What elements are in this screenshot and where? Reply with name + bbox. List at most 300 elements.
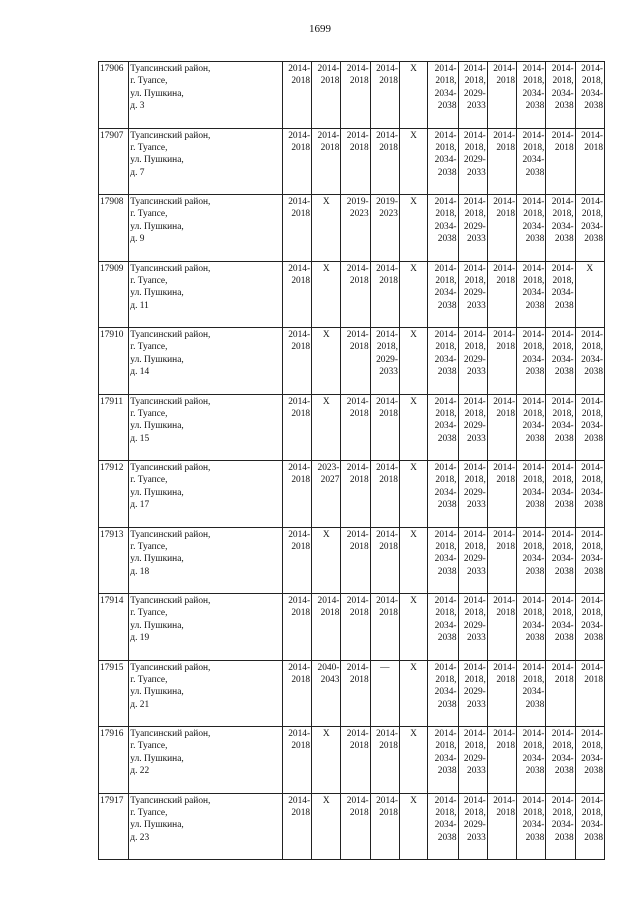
address-line: Туапсинский район, (130, 396, 211, 407)
table-row (99, 527, 605, 594)
period-line: 2014- (346, 396, 369, 407)
period-cell-col-12 (546, 527, 575, 594)
period-line: 2014- (317, 130, 340, 141)
period-line: X (410, 596, 417, 606)
address-line: Туапсинский район, (130, 463, 211, 473)
period-cell-col-9 (458, 328, 487, 395)
table-row (99, 261, 605, 328)
period-line: 2014- (551, 330, 574, 340)
period-line: 2034- (581, 221, 603, 232)
period-cell-col-5 (341, 727, 370, 794)
period-line: 2014- (346, 529, 369, 540)
period-line: 2018, (523, 674, 545, 685)
period-line: 2014- (581, 463, 603, 473)
period-cell-col-10 (487, 62, 516, 129)
period-line: 2014- (463, 197, 486, 207)
address-line: д. 15 (130, 433, 150, 444)
period-cell-col-7 (399, 328, 427, 395)
period-cell-col-7 (399, 261, 427, 328)
period-line: 2018 (496, 408, 516, 419)
period-cell-col-4 (312, 394, 341, 461)
period-cell-col-11 (517, 261, 546, 328)
period-cell-col-12 (546, 195, 575, 262)
address-line: ул. Пушкина, (130, 820, 184, 831)
table-row (99, 793, 605, 860)
period-line: 2038 (437, 300, 457, 311)
address-line: д. 17 (130, 500, 150, 511)
address-line: Туапсинский район, (130, 64, 211, 74)
period-line: 2034- (581, 753, 603, 764)
period-line: 2014- (581, 729, 603, 739)
housing-repair-schedule-table (98, 61, 605, 860)
period-line: 2014- (463, 729, 486, 739)
period-line: 2018, (464, 674, 486, 685)
period-line: 2018, (464, 142, 486, 153)
period-line: 2014- (551, 197, 574, 207)
period-line: 2014- (376, 396, 398, 407)
period-line: 2033 (467, 101, 486, 112)
period-cell-col-12 (546, 261, 575, 328)
period-line: X (410, 795, 417, 806)
period-line: 2040- (317, 662, 340, 673)
period-cell-col-5 (341, 793, 370, 860)
table-row (99, 660, 605, 727)
row-number-cell: 17909 (99, 261, 129, 328)
period-line: 2014- (522, 795, 545, 806)
period-line: 2014- (463, 529, 486, 540)
page-number: 1699 (309, 23, 331, 35)
period-line: 2038 (525, 234, 545, 245)
address-line: Туапсинский район, (130, 263, 211, 274)
period-line: 2038 (437, 167, 457, 178)
address-cell (129, 527, 283, 594)
period-line: 2027 (320, 475, 340, 486)
address-line: Туапсинский район, (130, 795, 211, 806)
period-line: 2038 (584, 367, 603, 378)
row-number-cell: 17914 (99, 594, 129, 661)
period-cell-col-7 (399, 793, 427, 860)
period-line: 2018 (496, 76, 516, 87)
period-line: 2014- (434, 463, 457, 473)
period-cell-col-4 (312, 727, 341, 794)
period-line: 2038 (437, 832, 457, 843)
period-line: 2038 (554, 101, 574, 112)
period-line: 2014- (493, 596, 516, 606)
period-line: 2014- (434, 263, 457, 274)
period-line: 2014- (493, 263, 516, 274)
address-line: Туапсинский район, (130, 197, 211, 207)
address-cell (129, 727, 283, 794)
period-line: 2033 (467, 167, 486, 178)
period-line: 2034- (551, 487, 574, 498)
period-line: 2018, (552, 275, 574, 286)
period-line: 2018 (291, 76, 311, 87)
period-line: 2018 (291, 275, 311, 286)
period-line: 2034- (434, 487, 457, 498)
period-cell-col-7 (399, 128, 427, 195)
period-cell-col-3 (282, 660, 311, 727)
period-cell-col-13 (575, 394, 604, 461)
period-line: 2014- (581, 596, 603, 606)
period-line: 2014- (463, 396, 486, 407)
period-line: 2023- (317, 463, 340, 473)
period-cell-col-11 (517, 527, 546, 594)
table-row (99, 328, 605, 395)
period-line: 2034- (551, 620, 574, 631)
period-line: 2029- (463, 221, 486, 232)
period-cell-col-4 (312, 128, 341, 195)
period-cell-col-4 (312, 527, 341, 594)
period-cell-col-5 (341, 128, 370, 195)
period-cell-col-11 (517, 328, 546, 395)
period-line: 2038 (525, 167, 545, 178)
period-cell-col-12 (546, 793, 575, 860)
period-line: 2018 (496, 674, 516, 685)
period-cell-col-10 (487, 128, 516, 195)
period-line: 2038 (554, 367, 574, 378)
period-cell-col-12 (546, 594, 575, 661)
period-line: 2014- (288, 596, 311, 606)
period-line: 2018 (379, 408, 398, 419)
period-line: 2034- (522, 820, 545, 831)
period-line: 2018, (581, 741, 603, 752)
period-line: 2018, (581, 76, 603, 87)
period-line: 2034- (522, 88, 545, 99)
period-line: 2043 (320, 674, 340, 685)
period-line: 2033 (467, 566, 486, 577)
period-line: 2018, (552, 408, 574, 419)
row-number-cell: 17915 (99, 660, 129, 727)
period-line: 2018 (291, 807, 311, 818)
period-line: 2033 (467, 500, 486, 511)
row-number-cell: 17917 (99, 793, 129, 860)
address-cell (129, 793, 283, 860)
address-line: г. Туапсе, (130, 275, 168, 286)
period-line: 2018, (523, 142, 545, 153)
address-line: г. Туапсе, (130, 807, 168, 818)
address-line: д. 19 (130, 633, 150, 644)
period-line: 2018 (496, 209, 516, 220)
period-line: 2033 (467, 633, 486, 644)
period-cell-col-3 (282, 394, 311, 461)
period-line: 2034- (551, 88, 574, 99)
period-line: 2014- (463, 330, 486, 340)
period-line: X (410, 64, 417, 74)
period-cell-col-9 (458, 594, 487, 661)
period-cell-col-6 (370, 394, 399, 461)
period-cell-col-4 (312, 793, 341, 860)
period-line: 2014- (581, 396, 603, 407)
period-cell-col-6 (370, 195, 399, 262)
period-line: 2034- (434, 753, 457, 764)
period-line: 2018, (552, 76, 574, 87)
period-line: 2018, (581, 608, 603, 619)
period-line: 2029- (463, 155, 486, 166)
period-line: 2038 (525, 300, 545, 311)
period-cell-col-8 (428, 195, 458, 262)
period-line: 2018, (552, 342, 574, 353)
period-cell-col-10 (487, 261, 516, 328)
address-line: ул. Пушкина, (130, 221, 184, 232)
table-row (99, 128, 605, 195)
period-line: 2038 (525, 433, 545, 444)
period-cell-col-4 (312, 461, 341, 528)
period-line: 2018, (523, 807, 545, 818)
period-cell-col-7 (399, 62, 427, 129)
address-line: ул. Пушкина, (130, 687, 184, 698)
period-line: 2038 (525, 699, 545, 710)
period-line: 2018, (523, 475, 545, 486)
period-line: 2038 (554, 433, 574, 444)
address-line: г. Туапсе, (130, 541, 168, 552)
period-cell-col-13 (575, 793, 604, 860)
period-line: 2029- (463, 354, 486, 365)
period-line: 2018, (464, 807, 486, 818)
period-cell-col-4 (312, 195, 341, 262)
period-line: 2018 (349, 741, 369, 752)
period-cell-col-6 (370, 594, 399, 661)
period-line: 2038 (525, 500, 545, 511)
period-line: 2018 (349, 475, 369, 486)
period-line: X (410, 263, 417, 274)
period-line: 2018 (379, 275, 398, 286)
period-cell-col-13 (575, 328, 604, 395)
period-cell-col-9 (458, 527, 487, 594)
period-line: 2018 (320, 76, 340, 87)
period-line: 2014- (581, 795, 603, 806)
period-line: 2034- (581, 354, 603, 365)
period-line: X (322, 330, 330, 340)
period-line: 2018 (291, 142, 311, 153)
period-cell-col-9 (458, 394, 487, 461)
period-line: 2034- (522, 155, 545, 166)
period-line: 2014- (376, 529, 398, 540)
address-line: ул. Пушкина, (130, 421, 184, 432)
period-line: 2038 (437, 433, 457, 444)
period-line: 2014- (581, 330, 603, 340)
period-line: 2018, (464, 475, 486, 486)
period-line: 2018, (523, 608, 545, 619)
period-line: 2018 (291, 541, 311, 552)
period-line: 2018, (435, 807, 457, 818)
period-cell-col-8 (428, 394, 458, 461)
period-cell-col-3 (282, 128, 311, 195)
period-line: 2014- (493, 795, 516, 806)
period-line: 2038 (584, 566, 603, 577)
period-cell-col-12 (546, 328, 575, 395)
period-cell-col-7 (399, 394, 427, 461)
period-line: 2014- (288, 396, 311, 407)
period-line: 2018 (349, 76, 369, 87)
period-line: 2034- (434, 554, 457, 565)
period-line: 2018 (349, 275, 369, 286)
period-cell-col-4 (312, 261, 341, 328)
period-line: X (410, 662, 417, 673)
period-line: 2018, (523, 76, 545, 87)
period-line: 2014- (434, 130, 457, 141)
period-line: 2033 (467, 766, 486, 777)
row-number-cell: 17907 (99, 128, 129, 195)
period-line: 2034- (522, 288, 545, 299)
period-line: 2034- (434, 620, 457, 631)
period-line: 2014- (288, 64, 311, 74)
period-line: 2018, (581, 541, 603, 552)
period-cell-col-3 (282, 195, 311, 262)
period-cell-col-3 (282, 62, 311, 129)
period-cell-col-13 (575, 62, 604, 129)
period-cell-col-13 (575, 195, 604, 262)
period-cell-col-5 (341, 660, 370, 727)
period-line: 2034- (522, 221, 545, 232)
period-line: 2018, (464, 209, 486, 220)
period-line: 2038 (525, 566, 545, 577)
period-line: 2018 (496, 741, 516, 752)
period-cell-col-7 (399, 195, 427, 262)
period-line: 2038 (525, 832, 545, 843)
period-line: 2038 (584, 500, 603, 511)
period-line: 2033 (467, 300, 486, 311)
period-line: 2018 (349, 142, 369, 153)
period-line: 2018, (435, 475, 457, 486)
period-line: 2029- (463, 88, 486, 99)
period-cell-col-4 (312, 62, 341, 129)
period-line: 2014- (288, 729, 311, 739)
period-line: 2038 (437, 766, 457, 777)
period-cell-col-9 (458, 261, 487, 328)
period-cell-col-11 (517, 62, 546, 129)
period-line: 2018 (496, 541, 516, 552)
address-cell (129, 660, 283, 727)
period-line: 2018 (496, 142, 516, 153)
period-cell-col-8 (428, 727, 458, 794)
period-line: 2034- (551, 288, 574, 299)
period-line: 2014- (522, 596, 545, 606)
period-line: 2038 (584, 433, 603, 444)
period-line: 2018, (552, 807, 574, 818)
period-line: 2034- (522, 753, 545, 764)
period-line: 2038 (437, 101, 457, 112)
period-line: 2018, (552, 541, 574, 552)
period-cell-col-6 (370, 793, 399, 860)
address-line: Туапсинский район, (130, 729, 211, 739)
period-line: 2014- (376, 729, 398, 739)
address-cell (129, 594, 283, 661)
period-line: 2014- (317, 596, 340, 606)
period-line: 2038 (584, 766, 603, 777)
period-line: 2038 (525, 766, 545, 777)
period-line: 2018 (496, 807, 516, 818)
period-cell-col-12 (546, 727, 575, 794)
period-cell-col-10 (487, 594, 516, 661)
period-line: 2018, (464, 541, 486, 552)
period-line: 2018 (349, 608, 369, 619)
period-line: 2018 (496, 608, 516, 619)
period-line: 2018, (464, 741, 486, 752)
period-line: 2033 (467, 234, 486, 245)
period-cell-col-3 (282, 328, 311, 395)
period-cell-col-10 (487, 195, 516, 262)
period-line: 2029- (463, 820, 486, 831)
period-line: X (410, 396, 417, 407)
address-line: ул. Пушкина, (130, 554, 184, 565)
period-line: 2014- (493, 529, 516, 540)
period-cell-col-3 (282, 793, 311, 860)
period-line: 2014- (346, 662, 369, 673)
row-number-cell: 17916 (99, 727, 129, 794)
period-line: 2034- (434, 421, 457, 432)
period-line: 2034- (434, 88, 457, 99)
period-line: 2014- (434, 596, 457, 606)
period-line: 2014- (434, 729, 457, 739)
period-cell-col-7 (399, 727, 427, 794)
period-line: 2014- (522, 729, 545, 739)
period-cell-col-8 (428, 62, 458, 129)
address-line: г. Туапсе, (130, 209, 168, 220)
period-line: 2018 (496, 475, 516, 486)
period-line: 2034- (434, 687, 457, 698)
period-line: 2014- (522, 330, 545, 340)
period-line: 2018, (523, 209, 545, 220)
period-line: 2014- (551, 795, 574, 806)
period-cell-col-12 (546, 128, 575, 195)
period-cell-col-8 (428, 527, 458, 594)
address-cell (129, 328, 283, 395)
period-line: 2018, (523, 275, 545, 286)
period-cell-col-13 (575, 594, 604, 661)
period-line: 2018 (349, 408, 369, 419)
address-line: д. 7 (130, 167, 145, 178)
period-cell-col-3 (282, 261, 311, 328)
period-line: 2034- (551, 421, 574, 432)
period-cell-col-8 (428, 461, 458, 528)
period-line: 2034- (581, 820, 603, 831)
period-line: 2018, (464, 76, 486, 87)
period-line: 2014- (434, 197, 457, 207)
period-line: X (410, 130, 417, 141)
period-line: 2018 (349, 807, 369, 818)
period-cell-col-6 (370, 461, 399, 528)
period-line: 2034- (522, 421, 545, 432)
period-line: 2018, (435, 275, 457, 286)
address-line: д. 11 (130, 300, 149, 311)
address-line: д. 9 (130, 234, 145, 245)
period-line: 2038 (437, 500, 457, 511)
period-line: 2014- (493, 197, 516, 207)
table-row (99, 594, 605, 661)
address-cell (129, 195, 283, 262)
period-line: 2014- (522, 263, 545, 274)
period-line: 2014- (551, 64, 574, 74)
period-cell-col-5 (341, 261, 370, 328)
period-cell-col-8 (428, 128, 458, 195)
address-line: г. Туапсе, (130, 674, 168, 685)
period-line: 2014- (346, 263, 369, 274)
period-cell-col-13 (575, 727, 604, 794)
period-line: 2038 (554, 832, 574, 843)
address-line: Туапсинский район, (130, 330, 211, 340)
period-line: 2038 (437, 633, 457, 644)
period-line: 2014- (288, 263, 311, 274)
address-line: г. Туапсе, (130, 408, 168, 419)
period-line: 2018 (349, 541, 369, 552)
period-cell-col-13 (575, 660, 604, 727)
period-line: 2034- (522, 620, 545, 631)
period-line: 2034- (522, 354, 545, 365)
period-line: 2014- (288, 529, 311, 540)
period-line: 2014- (317, 64, 340, 74)
period-line: 2029- (463, 620, 486, 631)
period-line: 2014- (581, 130, 603, 141)
